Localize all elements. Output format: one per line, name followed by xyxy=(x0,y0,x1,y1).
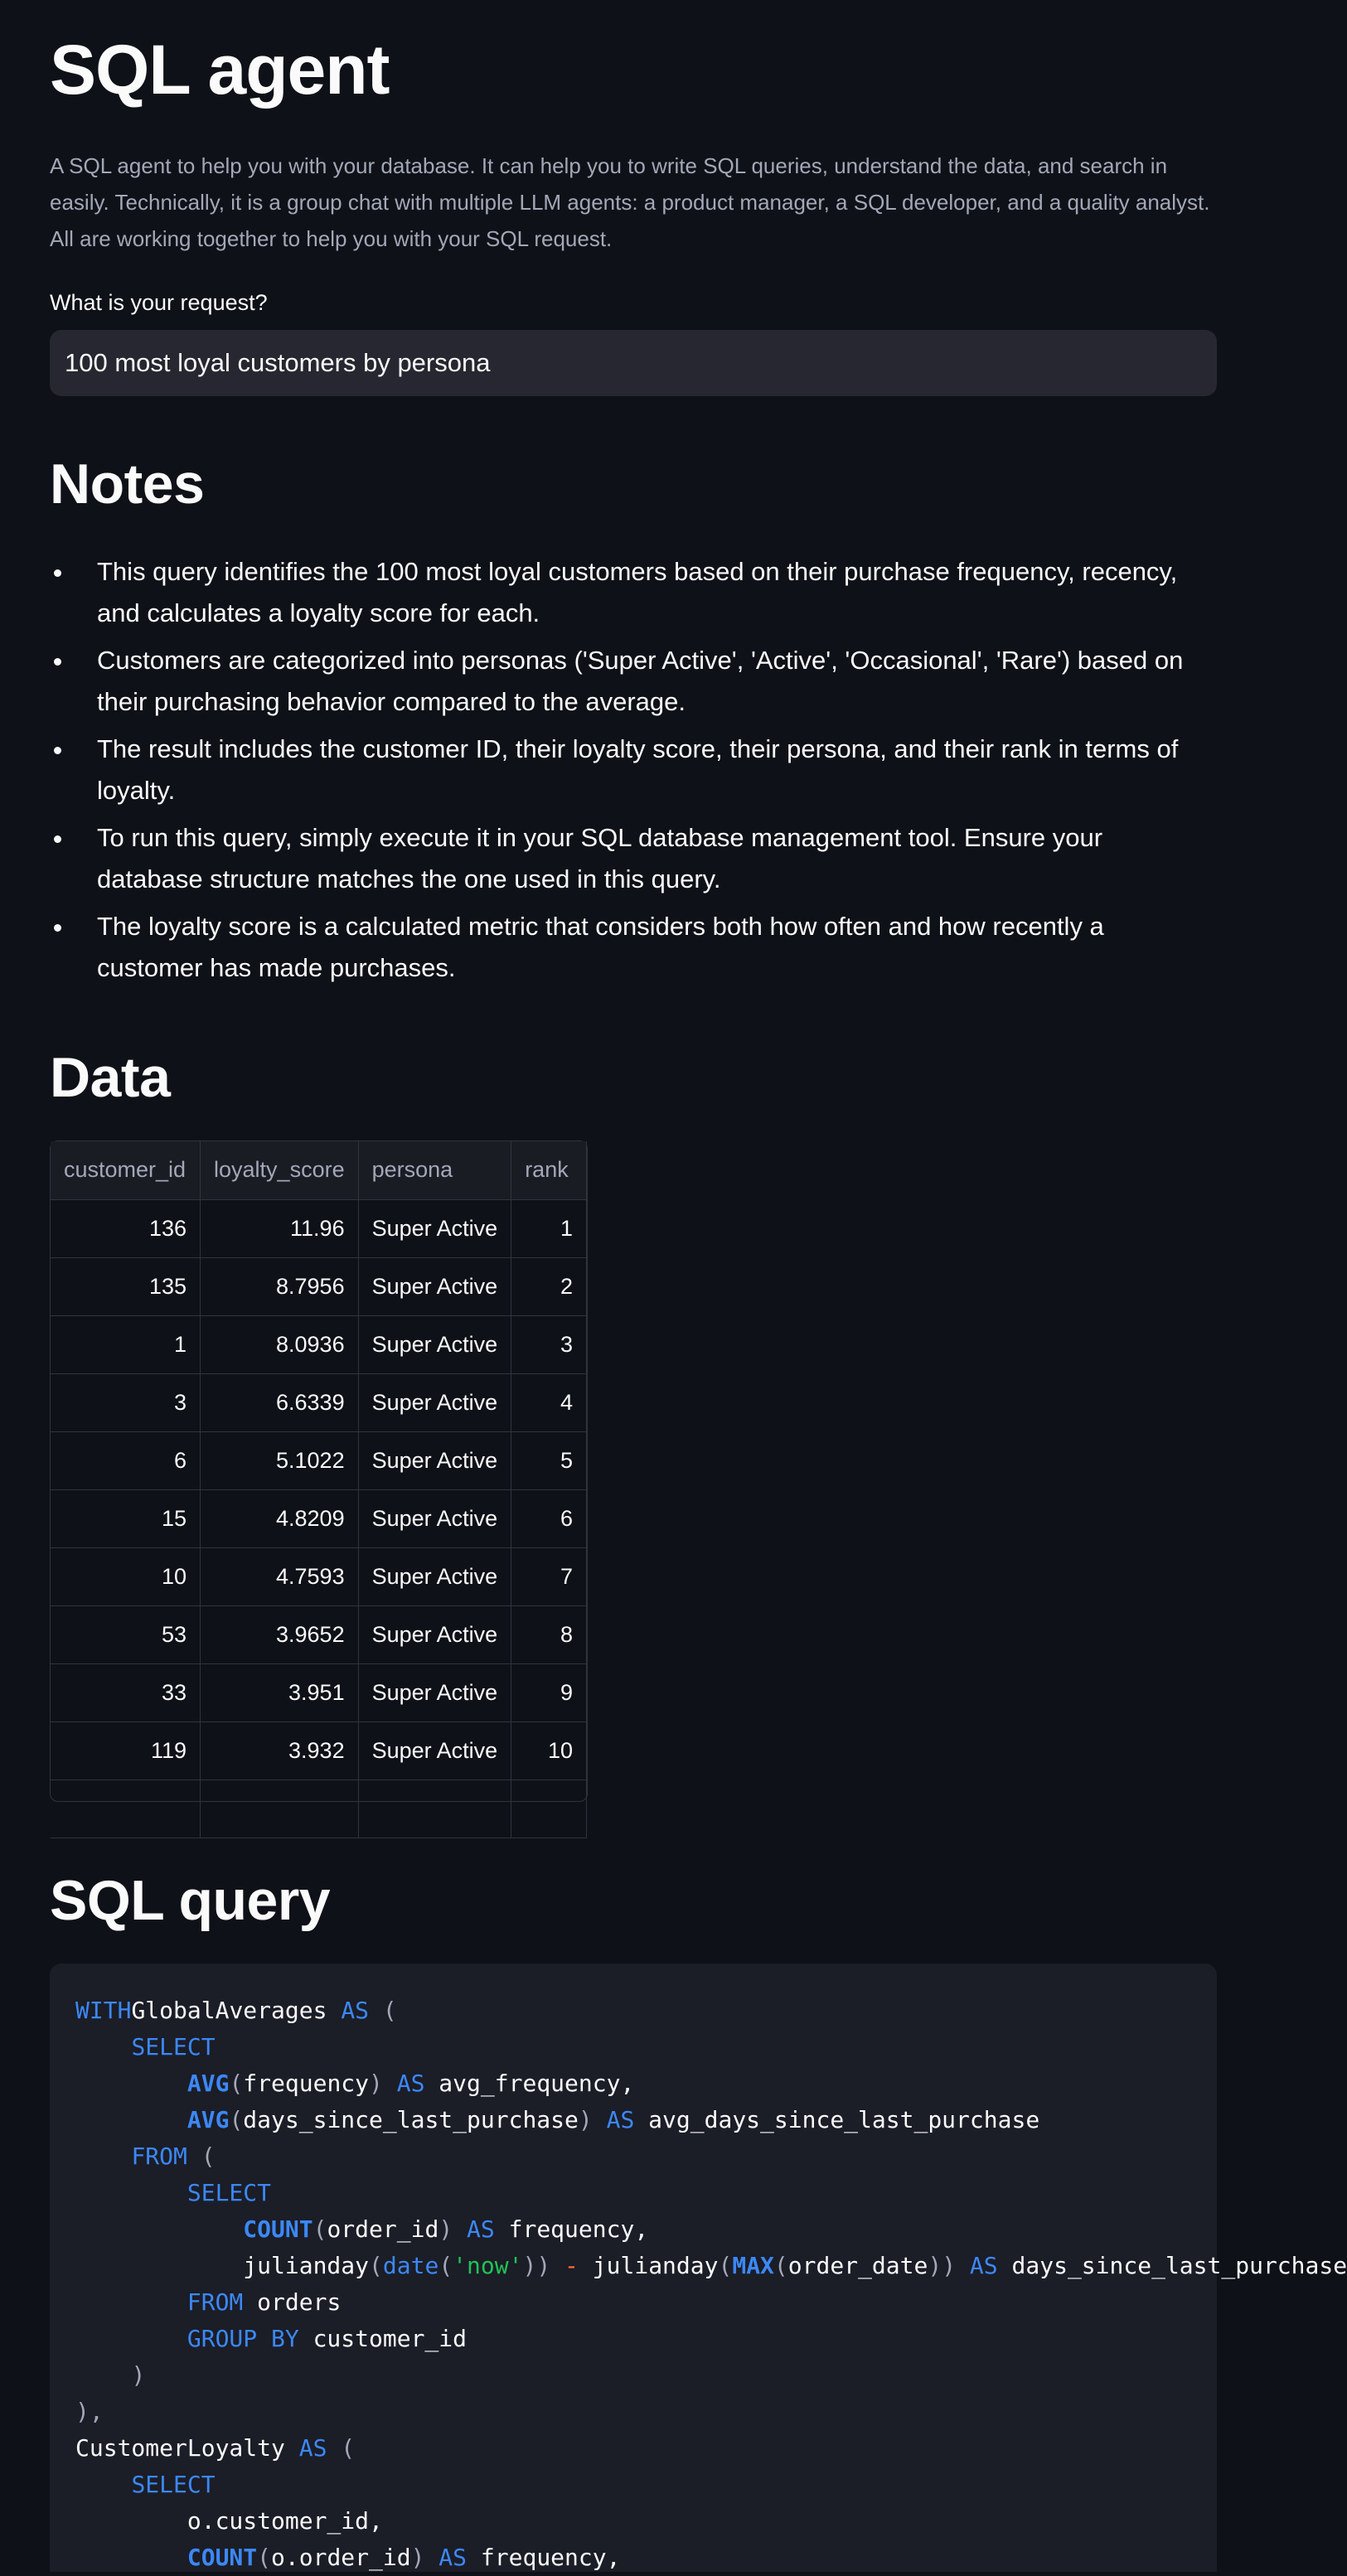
notes-heading: Notes xyxy=(50,453,205,516)
table-cell: 10 xyxy=(511,1721,587,1779)
code-line: ) xyxy=(131,2361,146,2389)
code-line: AVG(days_since_last_purchase) AS avg_days_since_last_purchase xyxy=(187,2106,1040,2133)
table-cell: 3 xyxy=(51,1373,201,1431)
table-cell: Super Active xyxy=(358,1373,511,1431)
table-row[interactable] xyxy=(51,1547,587,1605)
table-cell: Super Active xyxy=(358,1721,511,1779)
table-cell: 6 xyxy=(511,1489,587,1547)
code-line: julianday(date('now')) - julianday(MAX(order_date)) AS days_since_last_purchase xyxy=(75,2252,1347,2279)
sql-code-block xyxy=(50,1963,1347,2572)
column-header-customer-id[interactable]: customer_id xyxy=(51,1141,201,1199)
table-cell: 4.7593 xyxy=(201,1547,359,1605)
table-cell: 3.932 xyxy=(201,1721,359,1779)
table-cell: Super Active xyxy=(358,1431,511,1489)
table-cell: 5.1022 xyxy=(201,1431,359,1489)
notes-list xyxy=(50,551,1194,995)
table-cell: 2 xyxy=(511,1257,587,1315)
note-item: To run this query, simply execute it in your SQL database management tool. Ensure your database structure matches the one used in this query. xyxy=(50,817,1194,900)
table-cell: 4 xyxy=(511,1373,587,1431)
table-cell: 4.8209 xyxy=(201,1489,359,1547)
code-line: WITHGlobalAverages AS ( xyxy=(75,1997,397,2024)
code-line: o.customer_id, xyxy=(75,2507,383,2535)
code-line: SELECT xyxy=(131,2033,216,2060)
table-cell: 1 xyxy=(511,1199,587,1257)
table-row[interactable] xyxy=(51,1257,587,1315)
page-title: SQL agent xyxy=(50,31,390,109)
table-cell: 15 xyxy=(51,1489,201,1547)
table-row[interactable] xyxy=(51,1373,587,1431)
table-row[interactable] xyxy=(51,1721,587,1779)
table-cell: Super Active xyxy=(358,1547,511,1605)
table-cell: 8 xyxy=(511,1605,587,1663)
table-row[interactable] xyxy=(51,1315,587,1373)
note-item: The result includes the customer ID, their loyalty score, their persona, and their rank in terms of loyalty. xyxy=(50,729,1194,811)
code-line: COUNT(order_id) AS frequency, xyxy=(243,2215,649,2243)
table-cell: Super Active xyxy=(358,1315,511,1373)
code-line: COUNT(o.order_id) AS frequency, xyxy=(187,2544,621,2571)
table-row[interactable] xyxy=(51,1605,587,1663)
table-row[interactable] xyxy=(51,1489,587,1547)
data-heading: Data xyxy=(50,1046,171,1109)
request-label: What is your request? xyxy=(50,290,268,315)
table-cell: Super Active xyxy=(358,1663,511,1721)
table-cell: 9 xyxy=(511,1663,587,1721)
code-line: FROM orders xyxy=(187,2288,342,2316)
table-row[interactable] xyxy=(51,1431,587,1489)
table-cell: 3 xyxy=(511,1315,587,1373)
request-input[interactable] xyxy=(50,330,1217,396)
table-cell: Super Active xyxy=(358,1199,511,1257)
table-cell: 3.9652 xyxy=(201,1605,359,1663)
table-cell: 1 xyxy=(51,1315,201,1373)
table-cell: 135 xyxy=(51,1257,201,1315)
table-cell: 8.0936 xyxy=(201,1315,359,1373)
table-row[interactable] xyxy=(51,1663,587,1721)
data-table[interactable] xyxy=(50,1140,588,1802)
table-cell: 33 xyxy=(51,1663,201,1721)
column-header-rank[interactable]: rank xyxy=(511,1141,587,1199)
table-header-row xyxy=(51,1141,587,1199)
sql-heading: SQL query xyxy=(50,1869,331,1932)
table-cell: 136 xyxy=(51,1199,201,1257)
table-cell: 3.951 xyxy=(201,1663,359,1721)
table-cell: Super Active xyxy=(358,1489,511,1547)
table-cell: 6.6339 xyxy=(201,1373,359,1431)
table-cell: 7 xyxy=(511,1547,587,1605)
table-cell: Super Active xyxy=(358,1605,511,1663)
code-line: SELECT xyxy=(187,2179,272,2206)
note-item: Customers are categorized into personas ('Super Active', 'Active', 'Occasional', 'Rare') based on their purchasing behavior compared to the average. xyxy=(50,640,1194,723)
table-cell: Super Active xyxy=(358,1257,511,1315)
table-row-partial xyxy=(51,1779,587,1838)
table-cell: 53 xyxy=(51,1605,201,1663)
table-cell: 6 xyxy=(51,1431,201,1489)
column-header-loyalty-score[interactable]: loyalty_score xyxy=(201,1141,359,1199)
code-line: CustomerLoyalty AS ( xyxy=(75,2434,356,2462)
note-item: The loyalty score is a calculated metric that considers both how often and how recently a customer has made purchases. xyxy=(50,906,1194,989)
app-description: A SQL agent to help you with your database. It can help you to write SQL queries, understand the data, and search in easily. Technically, it is a group chat with multiple LLM agents: a product manager, a SQL developer, and a quality analyst. All are working together to help you with your SQL request. xyxy=(50,153,1210,251)
code-line: GROUP BY customer_id xyxy=(187,2325,468,2352)
table-cell: 119 xyxy=(51,1721,201,1779)
table-cell: 8.7956 xyxy=(201,1257,359,1315)
code-line: AVG(frequency) AS avg_frequency, xyxy=(187,2070,635,2097)
code-line: ), xyxy=(75,2398,104,2425)
table-cell: 10 xyxy=(51,1547,201,1605)
code-line: FROM ( xyxy=(131,2143,216,2170)
note-item: This query identifies the 100 most loyal customers based on their purchase frequency, recency, and calculates a loyalty score for each. xyxy=(50,551,1194,634)
table-cell: 11.96 xyxy=(201,1199,359,1257)
column-header-persona[interactable]: persona xyxy=(358,1141,511,1199)
table-row[interactable] xyxy=(51,1199,587,1257)
code-line: SELECT xyxy=(131,2471,216,2498)
table-cell: 5 xyxy=(511,1431,587,1489)
